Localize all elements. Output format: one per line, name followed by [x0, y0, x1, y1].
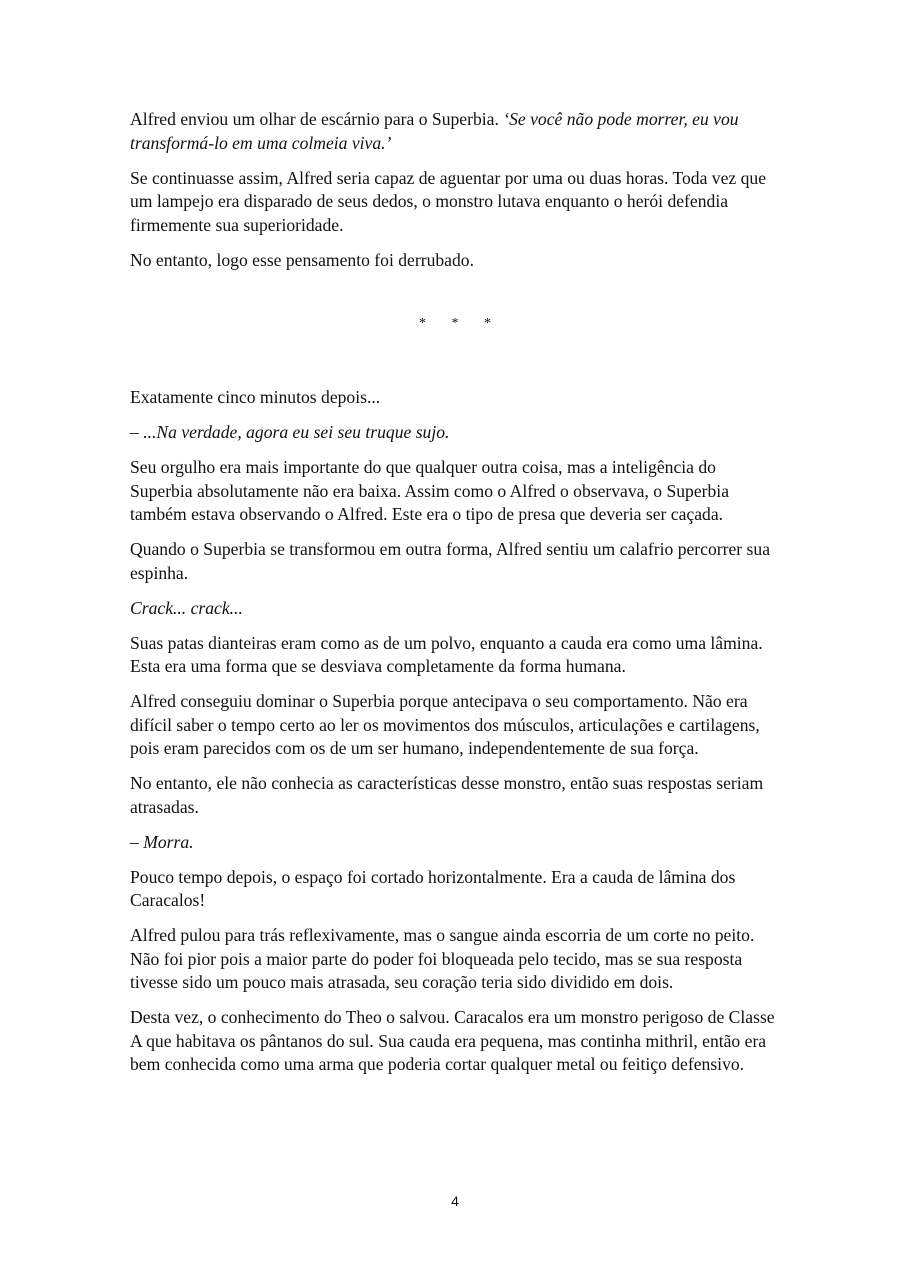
scene-break: [0, 316, 910, 332]
paragraph: Seu orgulho era mais importante do que qualquer outra coisa, mas a inteligência do Superbia absolutamente não era baixa. Assim como o Alfred o observava, o Superbia também estava observando o Alfred. Este era o tipo de presa que deveria ser caçada.: [130, 457, 730, 524]
italic-dialogue: – Morra.: [130, 831, 194, 852]
paragraph: Exatamente cinco minutos depois...: [130, 387, 381, 407]
paragraph-text: Alfred enviou um olhar de escárnio para o Superbia.: [130, 109, 504, 129]
italic-sound: Crack... crack...: [130, 597, 243, 618]
paragraph: Se continuasse assim, Alfred seria capaz de aguentar por uma ou duas horas. Toda vez que um lampejo era disparado de seus dedos, o monstro lutava enquanto o herói defendia firmemente sua superioridade.: [130, 167, 767, 235]
paragraph: Quando o Superbia se transformou em outra forma, Alfred sentiu um calafrio percorrer sua espinha.: [130, 539, 770, 583]
paragraph: Alfred pulou para trás reflexivamente, mas o sangue ainda escorria de um corte no peito. Não foi pior pois a maior parte do poder foi bloqueada pelo tecido, mas se sua resposta tivesse sido um pouco mais atrasada, seu coração teria sido dividido em dois.: [130, 925, 755, 992]
paragraph: [130, 108, 780, 155]
paragraph: No entanto, ele não conhecia as características desse monstro, então suas respostas seriam atrasadas.: [130, 773, 764, 817]
scene-break-mark: *: [419, 316, 426, 331]
section-2: [130, 386, 780, 1088]
paragraph: [130, 597, 780, 621]
paragraph: [130, 421, 780, 445]
section-1: [130, 108, 780, 284]
italic-thought: ‘Se você não pode morrer, eu vou transformá-lo em uma colmeia viva.’: [130, 109, 739, 153]
italic-dialogue: – ...Na verdade, agora eu sei seu truque sujo.: [130, 422, 450, 442]
paragraph: Pouco tempo depois, o espaço foi cortado horizontalmente. Era a cauda de lâmina dos Caracalos!: [130, 866, 736, 910]
paragraph: Alfred conseguiu dominar o Superbia porque antecipava o seu comportamento. Não era difícil saber o tempo certo ao ler os movimentos dos músculos, articulações e cartilagens, pois eram parecidos com os de um ser humano, independentemente de sua força.: [130, 691, 760, 758]
scene-break-mark: *: [484, 316, 491, 331]
page-number: 4: [451, 1193, 459, 1209]
paragraph: No entanto, logo esse pensamento foi derrubado.: [130, 249, 474, 270]
scene-break-mark: *: [451, 316, 459, 331]
paragraph: Desta vez, o conhecimento do Theo o salvou. Caracalos era um monstro perigoso de Classe A que habitava os pântanos do sul. Sua cauda era pequena, mas continha mithril, então era bem conhecida como uma arma que poderia cortar qualquer metal ou feitiço defensivo.: [130, 1007, 775, 1074]
paragraph: Suas patas dianteiras eram como as de um polvo, enquanto a cauda era como uma lâmina. Esta era uma forma que se desviava completamente da forma humana.: [130, 632, 763, 676]
paragraph: [130, 831, 780, 855]
